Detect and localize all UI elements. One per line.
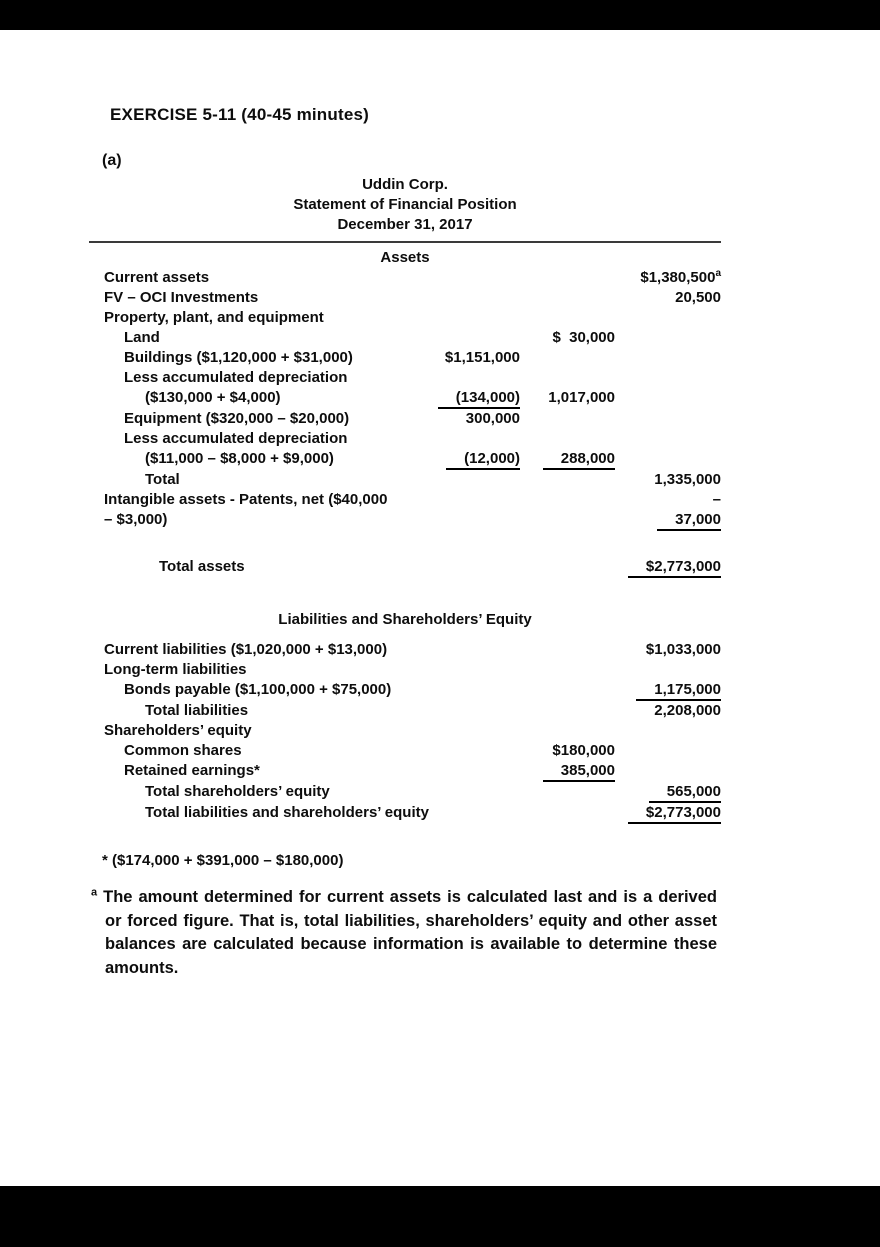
row-label: Current assets [104,269,210,286]
amount-c3 [615,288,721,308]
amount-c1 [408,490,520,510]
amount-c3 [615,680,721,701]
amount-c2 [520,409,615,429]
amount-c2 [520,470,615,490]
statement-date: December 31, 2017 [337,216,473,233]
amount-c3 [615,803,721,824]
amount-c2 [520,288,615,308]
amount-c1 [408,557,520,578]
row-label: – $3,000) [104,511,168,528]
amount-c3 [615,557,721,578]
statement-row [89,388,721,409]
amount-c2 [520,388,615,409]
row-label: Total liabilities and shareholders’ equity [145,804,429,821]
amount-c2 [520,660,615,680]
row-label: Less accumulated depreciation [124,430,348,447]
amount-c1 [408,741,520,761]
amount-c2 [520,348,615,368]
amount-c1 [408,308,520,328]
statement-row [89,308,721,328]
row-label: Shareholders’ equity [104,722,252,739]
footnote-star: * ($174,000 + $391,000 – $180,000) [102,852,344,869]
amount-value: $1,380,500 [640,269,716,286]
row-label: Less accumulated depreciation [124,369,348,386]
amount-value: 1,017,000 [548,389,615,406]
statement-header [89,175,721,235]
liabilities-rows [89,640,721,824]
amount-c1 [408,803,520,824]
amount-c2 [520,268,615,288]
amount-c1 [408,328,520,348]
statement-row [89,429,721,449]
amount-value: $ 30,000 [552,329,615,346]
amount-c3 [615,368,721,388]
statement-row [89,721,721,741]
amount-c2 [520,761,615,782]
amount-c1 [408,429,520,449]
statement-row [89,490,721,510]
exercise-title: EXERCISE 5-11 (40-45 minutes) [110,105,370,124]
amount-c3 [615,721,721,741]
row-label: Equipment ($320,000 – $20,000) [124,410,350,427]
part-label: (a) [102,152,122,169]
amount-c2 [520,680,615,701]
amount-c3 [615,761,721,782]
amount-value: 2,208,000 [654,702,721,719]
statement-row [89,368,721,388]
row-label: Intangible assets - Patents, net ($40,000 [104,491,388,508]
amount-c1 [408,368,520,388]
amount-value: 1,175,000 [636,681,721,701]
statement-row [89,782,721,803]
statement-row [89,449,721,470]
amount-c2 [520,490,615,510]
amount-c3 [615,470,721,490]
amount-c1 [408,660,520,680]
amount-c3 [615,388,721,409]
amount-c1 [408,680,520,701]
row-label: Property, plant, and equipment [104,309,324,326]
scan-bottom-bar [0,1186,880,1247]
amount-c1 [408,470,520,490]
amount-c1 [408,640,520,660]
amount-c3 [615,328,721,348]
amount-value: 565,000 [649,783,721,803]
amount-c1 [408,288,520,308]
amount-c1 [408,701,520,721]
amount-c3 [615,268,721,288]
footnote-ref-a: a [715,268,721,279]
amount-value: $2,773,000 [628,558,721,578]
company-name: Uddin Corp. [362,176,448,193]
statement-row [89,470,721,490]
amount-c1 [408,449,520,470]
amount-c2 [520,701,615,721]
amount-c1 [408,348,520,368]
amount-c3 [615,701,721,721]
amount-c3 [615,348,721,368]
amount-c2 [520,368,615,388]
amount-value: $180,000 [552,742,615,759]
amount-c3 [615,640,721,660]
amount-c3 [615,449,721,470]
statement-title: Statement of Financial Position [293,196,517,213]
amount-c1 [408,761,520,782]
amount-c3 [615,308,721,328]
amount-value: 37,000 [657,511,721,531]
row-label: Retained earnings* [124,762,260,779]
amount-c3 [615,782,721,803]
amount-c3 [615,490,721,510]
amount-c1 [408,268,520,288]
amount-value: 288,000 [543,450,615,470]
assets-rows [89,268,721,578]
amount-value: – [712,491,721,508]
amount-c2 [520,328,615,348]
amount-c3 [615,660,721,680]
statement-row [89,268,721,288]
amount-c1 [408,721,520,741]
amount-value: (134,000) [438,389,520,409]
amount-value: $2,773,000 [628,804,721,824]
amount-value: 20,500 [675,289,721,306]
amount-c2 [520,741,615,761]
amount-value: 300,000 [465,410,520,427]
statement-row [89,640,721,660]
row-label: Buildings ($1,120,000 + $31,000) [124,349,353,366]
statement-row [89,557,721,578]
statement-row [89,510,721,531]
row-label: Total assets [159,558,245,575]
row-label: Total shareholders’ equity [145,783,330,800]
row-label: ($11,000 – $8,000 + $9,000) [145,450,334,467]
statement-row [89,701,721,721]
statement-row [89,348,721,368]
amount-c1 [408,388,520,409]
amount-value: $1,033,000 [645,641,721,658]
amount-value: 1,335,000 [654,471,721,488]
row-label: Land [124,329,160,346]
amount-c2 [520,429,615,449]
amount-c1 [408,782,520,803]
amount-c3 [615,510,721,531]
row-label: ($130,000 + $4,000) [145,389,281,406]
statement-row [89,409,721,429]
assets-heading: Assets [380,249,430,266]
amount-value: (12,000) [446,450,520,470]
statement-row [89,328,721,348]
amount-value: 385,000 [543,762,615,782]
row-label: Common shares [124,742,242,759]
row-label: Total [145,471,180,488]
amount-value: $1,151,000 [444,349,520,366]
amount-c2 [520,557,615,578]
row-label: FV – OCI Investments [104,289,259,306]
amount-c1 [408,409,520,429]
footnote-a-marker: a [91,886,98,899]
amount-c3 [615,429,721,449]
amount-c2 [520,510,615,531]
header-rule [89,241,721,243]
row-label: Current liabilities ($1,020,000 + $13,000) [104,641,388,658]
amount-c1 [408,510,520,531]
amount-c2 [520,449,615,470]
statement-row [89,761,721,782]
row-label: Long-term liabilities [104,661,247,678]
statement-row [89,803,721,824]
amount-c2 [520,782,615,803]
statement-row [89,660,721,680]
liabilities-heading: Liabilities and Shareholders’ Equity [278,611,532,628]
statement-row [89,741,721,761]
amount-c2 [520,308,615,328]
statement-row [89,680,721,701]
amount-c2 [520,721,615,741]
statement-row [89,288,721,308]
amount-c2 [520,803,615,824]
amount-c3 [615,409,721,429]
document-page [89,0,721,980]
row-label: Total liabilities [145,702,249,719]
amount-c3 [615,741,721,761]
footnote-a [91,886,717,980]
footnote-a-text: The amount determined for current assets is calculated last and is a derived or forced figure. That is, total liabilities, shareholders’ equity and other asset balances are calculated because information is available to determine these amounts. [103,888,717,977]
amount-c2 [520,640,615,660]
row-label: Bonds payable ($1,100,000 + $75,000) [124,681,392,698]
